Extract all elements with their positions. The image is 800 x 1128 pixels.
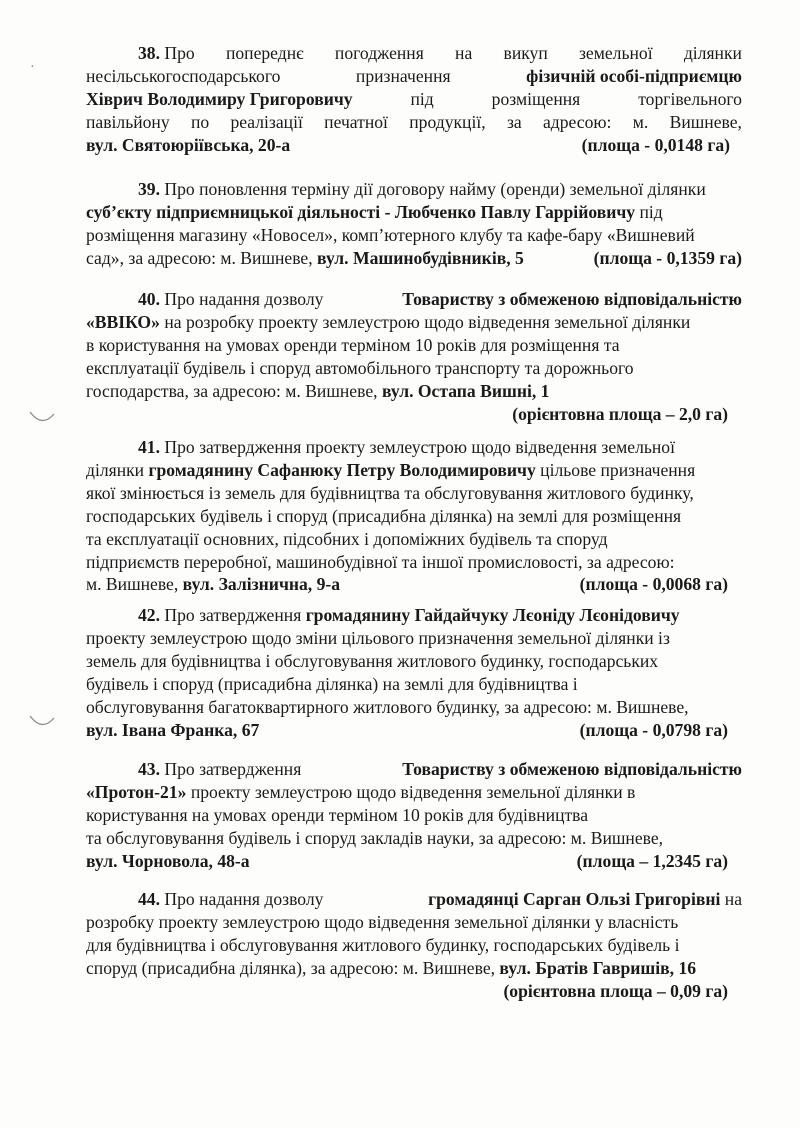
item-42 [86,604,742,741]
item-42-line-1: 42. Про затвердження громадянину Гайдайчуку Лєоніду Лєонідовичу [138,605,680,625]
item-41-line-3: якої змінюється із земель для будівництва та обслуговування житлового будинку, [86,482,694,503]
item-40-line-3: в користування на умовах оренди терміном 10 років для розміщення та [86,334,620,355]
item-41-line-1: 41. Про затвердження проекту землеустрою щодо відведення земельної [138,437,675,457]
area: (площа - 0,0798 га) [579,719,728,740]
area: (орієнтовна площа – 0,09 га) [503,980,728,1001]
item-44-area-row [86,980,742,1003]
address: вул. Івана Франка, 67 [86,719,260,740]
address: вул. Чорновола, 48-а [86,850,250,871]
item-39-line-2: суб’єкту підприємницької діяльності - Любченко Павлу Гаррійовичу під [86,201,663,222]
address: вул. Братів Гавришів, 16 [499,957,697,978]
item-43-line-4: та обслуговування будівель і споруд закладів науки, за адресою: м. Вишневе, [86,827,664,848]
item-44-line-3: для будівництва і обслуговування житлового будинку, господарських будівель і [86,934,680,955]
item-44-line-2: розробку проекту землеустрою щодо відведення земельної ділянки у власність [86,911,679,932]
item-41-line-6: підприємств переробної, машинобудівної та іншої промисловості, за адресою: [86,551,675,572]
address: вул. Остапа Вишні, 1 [381,380,550,401]
item-38-address-row [86,134,742,157]
item-41-line-5: та експлуатації основних, підсобних і допоміжних будівель та споруд [86,528,608,549]
item-39 [86,178,742,270]
item-44-line-4: споруд (присадибна ділянка), за адресою: м. Вишневе, вул. Братів Гавришів, 16 [86,957,697,978]
binding-hole-mark [28,408,56,428]
item-42-line-2: проекту землеустрою щодо зміни цільового призначення земельної ділянки із [86,627,670,648]
item-43 [86,758,742,873]
address: вул. Машинобудівників, 5 [317,247,524,268]
item-41-line-4: господарських будівель і споруд (присадибна ділянка) на землі для розміщення [86,505,682,526]
item-40-area-row [86,403,742,426]
margin-mark: · [30,60,35,75]
item-39-line-4: сад», за адресою: м. Вишневе, вул. Машинобудівників, 5 (площа - 0,1359 га) [86,247,742,268]
item-41 [86,436,742,596]
binding-hole-mark [28,712,56,732]
item-40-line-1: 40. Про надання дозволу Товариству з обмеженою відповідальністю [138,289,742,309]
item-44-line-1: 44. Про надання дозволу громадянці Сарган Ользі Григорівні на [138,889,742,909]
item-40-line-2: «ВВІКО» на розробку проекту землеустрою щодо відведення земельної ділянки [86,311,691,332]
item-41-line-2: ділянки громадянину Сафанюку Петру Володимировичу цільове призначення [86,459,696,480]
item-40 [86,288,742,425]
item-39-line-3: розміщення магазину «Новосел», комп’ютерного клубу та кафе-бару «Вишневий [86,224,695,245]
address: вул. Залізнична, 9-а [182,574,341,595]
area: (площа - 0,1359 га) [593,247,742,268]
item-42-line-4: будівель і споруд (присадибна ділянка) на землі для будівництва і [86,673,578,694]
area: (площа - 0,0148 га) [581,134,730,155]
item-42-line-3: земель для будівництва і обслуговування житлового будинку, господарських [86,650,659,671]
item-39-line-1: 39. Про поновлення терміну дії договору найму (оренди) земельної ділянки [138,179,706,199]
item-40-line-4: експлуатації будівель і споруд автомобільного транспорту та дорожнього [86,357,634,378]
item-43-address-row [86,850,742,873]
item-43-line-3: користування на умовах оренди терміном 10 років для будівництва [86,804,589,825]
item-38-line-4: павільйону по реалізації печатної продукції, за адресою: м. Вишневе, [86,111,742,132]
item-42-line-5: обслуговування багатоквартирного житлового будинку, за адресою: м. Вишневе, [86,696,689,717]
area: (орієнтовна площа – 2,0 га) [512,403,728,424]
item-43-line-1: 43. Про затвердження Товариству з обмеженою відповідальністю [138,759,742,779]
item-38-line-1: 38. Про попереднє погодження на викуп земельної ділянки [138,43,742,63]
area: (площа - 0,0068 га) [579,574,728,595]
item-43-line-2: «Протон-21» проекту землеустрою щодо відведення земельної ділянки в [86,781,636,802]
item-42-address-row [86,719,742,742]
item-38-line-3: Хіврич Володимиру Григоровичу під розміщення торгівельного [86,88,742,109]
item-40-line-5: господарства, за адресою: м. Вишневе, вул. Остапа Вишні, 1 [86,380,550,401]
address: вул. Святоюріївська, 20-а [86,134,291,155]
area: (площа – 1,2345 га) [576,850,728,871]
item-38 [86,42,742,157]
item-41-line-7: м. Вишневе, вул. Залізнична, 9-а (площа - 0,0068 га) [86,574,728,595]
item-38-line-2: несільськогосподарського призначення фізичній особі-підприємцю [86,65,742,86]
item-44 [86,888,742,1003]
